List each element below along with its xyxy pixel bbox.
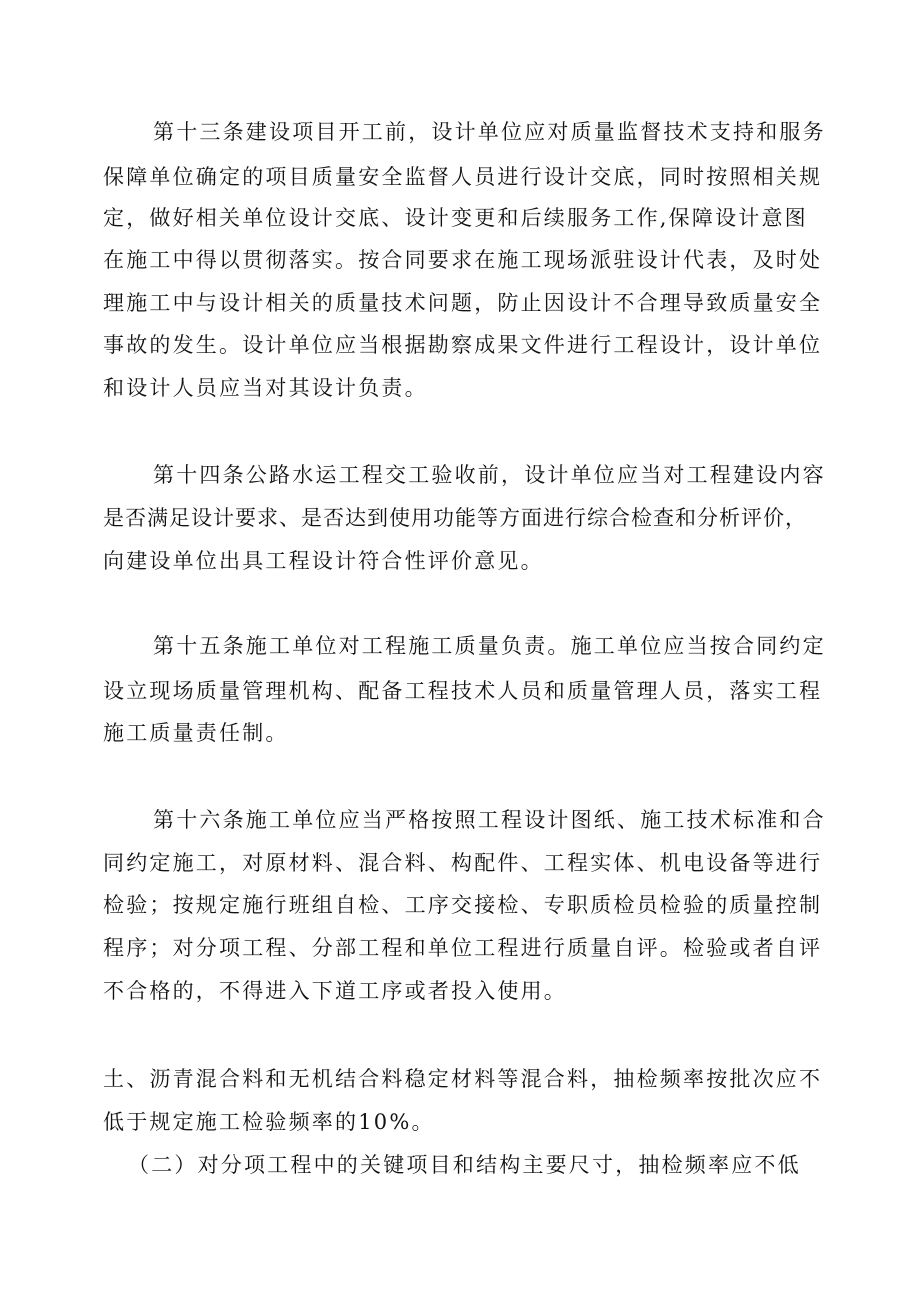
text-line: 同约定施工，对原材料、混合料、构配件、工程实体、机电设备等进行 (103, 851, 823, 875)
text-line: 施工质量责任制。 (103, 721, 289, 745)
text-line: 第十六条施工单位应当严格按照工程设计图纸、施工技术标准和合 (153, 808, 826, 832)
text-line: 第十四条公路水运工程交工验收前，设计单位应当对工程建设内容 (153, 463, 826, 487)
text-line: 定，做好相关单位设计交底、设计变更和后续服务工作,保障设计意图 (103, 206, 808, 230)
text-line: 检验；按规定施行班组自检、工序交接检、专职质检员检验的质量控制 (103, 893, 823, 917)
text-line: 向建设单位出具工程设计符合性评价意见。 (103, 549, 544, 573)
text-line: 事故的发生。设计单位应当根据勘察成果文件进行工程设计，设计单位 (103, 333, 823, 357)
text-line: 低于规定施工检验频率的10%。 (103, 1110, 435, 1134)
text-line: （二）对分项工程中的关键项目和结构主要尺寸，抽检频率应不低 (128, 1153, 801, 1177)
text-line: 第十五条施工单位对工程施工质量负责。施工单位应当按合同约定 (153, 634, 826, 658)
text-line: 不合格的，不得进入下道工序或者投入使用。 (103, 979, 567, 1003)
text-line: 在施工中得以贯彻落实。按合同要求在施工现场派驻设计代表，及时处 (103, 248, 823, 272)
text-line: 第十三条建设项目开工前，设计单位应对质量监督技术支持和服务 (153, 120, 826, 144)
text-line: 是否满足设计要求、是否达到使用功能等方面进行综合检查和分析评价， (103, 506, 807, 530)
text-line: 保障单位确定的项目质量安全监督人员进行设计交底，同时按照相关规 (103, 165, 823, 189)
text-line: 土、沥青混合料和无机结合料稳定材料等混合料，抽检频率按批次应不 (103, 1067, 823, 1091)
text-line: 设立现场质量管理机构、配备工程技术人员和质量管理人员，落实工程 (103, 679, 823, 703)
text-line: 理施工中与设计相关的质量技术问题，防止因设计不合理导致质量安全 (103, 291, 823, 315)
text-line: 程序；对分项工程、分部工程和单位工程进行质量自评。检验或者自评 (103, 936, 823, 960)
text-line: 和设计人员应当对其设计负责。 (103, 376, 428, 400)
